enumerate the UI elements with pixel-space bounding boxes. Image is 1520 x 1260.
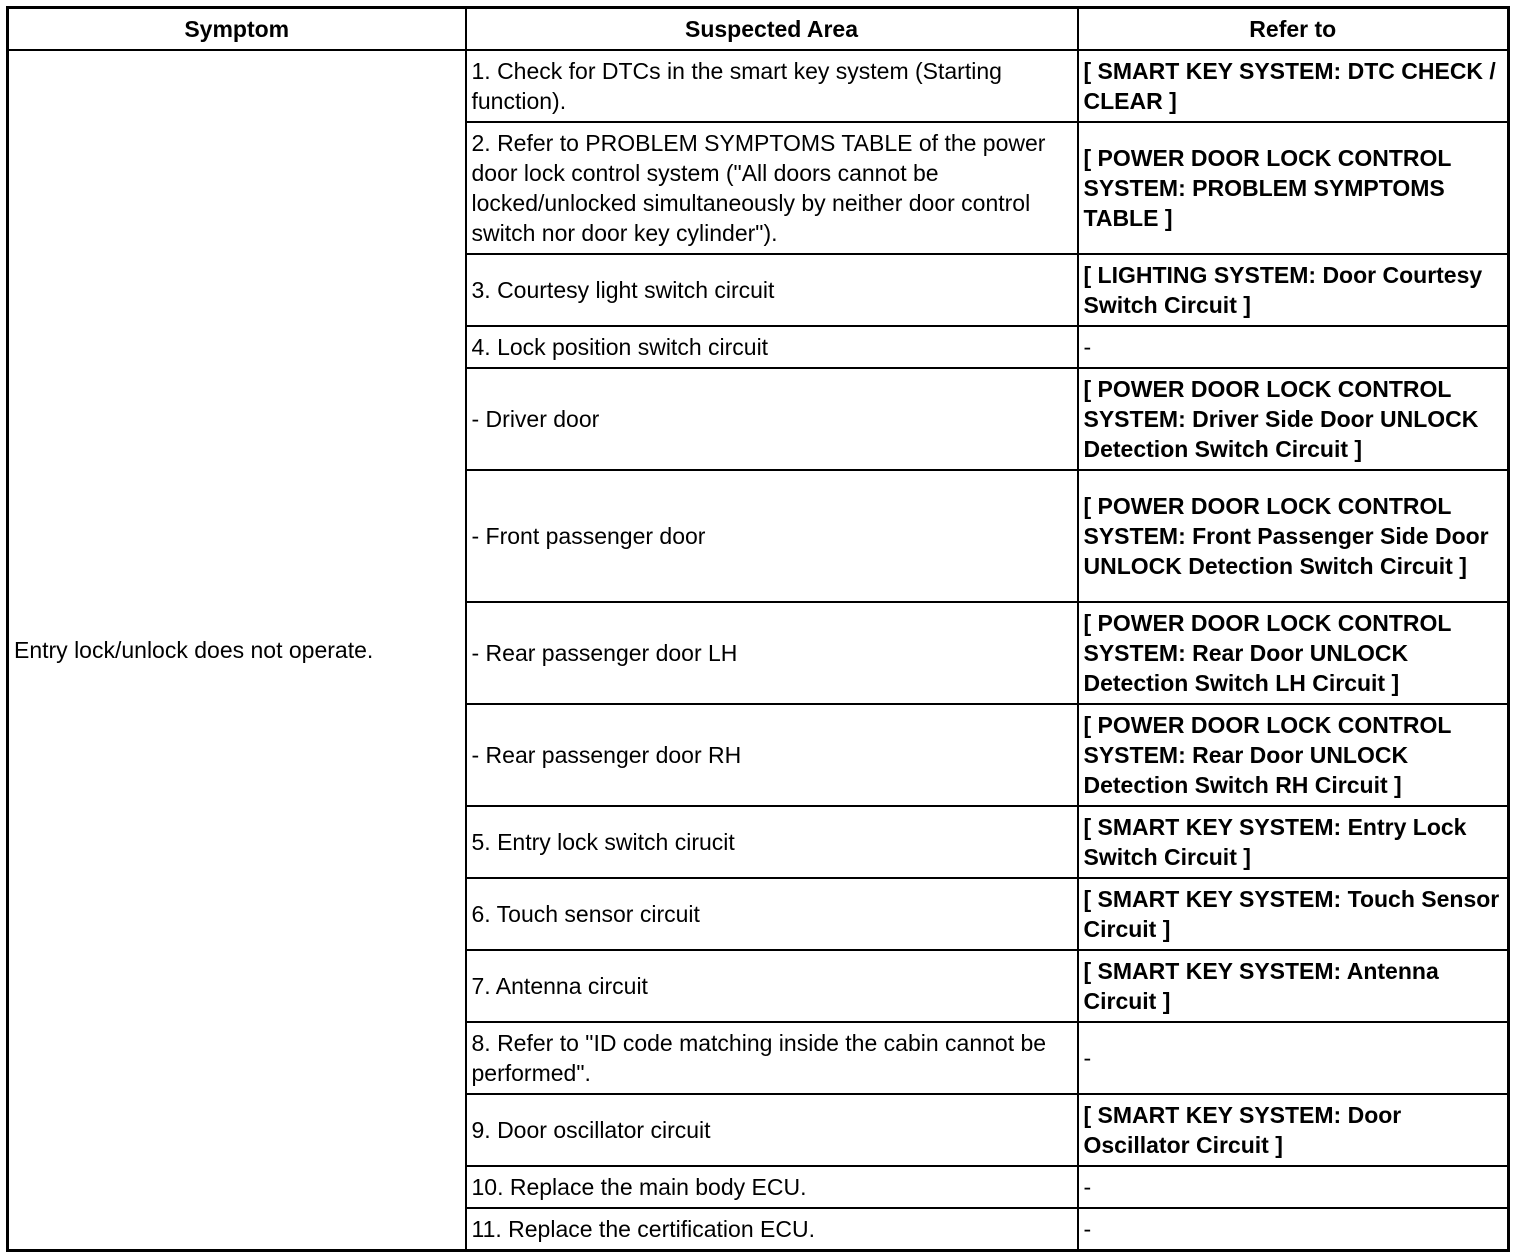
- refer-to-value: -: [1078, 326, 1509, 368]
- refer-to-link[interactable]: [ LIGHTING SYSTEM: Door Courtesy Switch Circuit ]: [1078, 254, 1509, 326]
- table-row: [8, 50, 1509, 122]
- refer-to-link[interactable]: [ POWER DOOR LOCK CONTROL SYSTEM: Rear Door UNLOCK Detection Switch RH Circuit ]: [1078, 704, 1509, 806]
- refer-to-link[interactable]: [ SMART KEY SYSTEM: Entry Lock Switch Circuit ]: [1078, 806, 1509, 878]
- suspected-area-cell: 10. Replace the main body ECU.: [466, 1166, 1078, 1208]
- refer-to-link[interactable]: [ SMART KEY SYSTEM: Antenna Circuit ]: [1078, 950, 1509, 1022]
- suspected-area-cell: 9. Door oscillator circuit: [466, 1094, 1078, 1166]
- suspected-area-cell: 5. Entry lock switch cirucit: [466, 806, 1078, 878]
- refer-to-link[interactable]: [ SMART KEY SYSTEM: DTC CHECK / CLEAR ]: [1078, 50, 1509, 122]
- header-suspected-area: Suspected Area: [466, 8, 1078, 51]
- refer-to-value: -: [1078, 1022, 1509, 1094]
- suspected-area-cell: 11. Replace the certification ECU.: [466, 1208, 1078, 1251]
- suspected-area-cell: - Driver door: [466, 368, 1078, 470]
- refer-to-value: -: [1078, 1208, 1509, 1251]
- refer-to-link[interactable]: [ POWER DOOR LOCK CONTROL SYSTEM: PROBLEM SYMPTOMS TABLE ]: [1078, 122, 1509, 254]
- refer-to-link[interactable]: [ POWER DOOR LOCK CONTROL SYSTEM: Rear Door UNLOCK Detection Switch LH Circuit ]: [1078, 602, 1509, 704]
- refer-to-link[interactable]: [ POWER DOOR LOCK CONTROL SYSTEM: Driver Side Door UNLOCK Detection Switch Circuit ]: [1078, 368, 1509, 470]
- suspected-area-cell: 2. Refer to PROBLEM SYMPTOMS TABLE of the power door lock control system ("All doors cannot be locked/unlocked simultaneously by neither door control switch nor door key cylinder").: [466, 122, 1078, 254]
- refer-to-value: -: [1078, 1166, 1509, 1208]
- suspected-area-cell: 7. Antenna circuit: [466, 950, 1078, 1022]
- refer-to-link[interactable]: [ SMART KEY SYSTEM: Door Oscillator Circuit ]: [1078, 1094, 1509, 1166]
- header-row: [8, 8, 1509, 51]
- suspected-area-cell: 3. Courtesy light switch circuit: [466, 254, 1078, 326]
- refer-to-link[interactable]: [ POWER DOOR LOCK CONTROL SYSTEM: Front Passenger Side Door UNLOCK Detection Switch Circuit ]: [1078, 470, 1509, 602]
- suspected-area-cell: 4. Lock position switch circuit: [466, 326, 1078, 368]
- suspected-area-cell: 1. Check for DTCs in the smart key system (Starting function).: [466, 50, 1078, 122]
- header-symptom: Symptom: [8, 8, 466, 51]
- refer-to-link[interactable]: [ SMART KEY SYSTEM: Touch Sensor Circuit ]: [1078, 878, 1509, 950]
- suspected-area-cell: 6. Touch sensor circuit: [466, 878, 1078, 950]
- suspected-area-cell: 8. Refer to "ID code matching inside the cabin cannot be performed".: [466, 1022, 1078, 1094]
- symptom-cell: Entry lock/unlock does not operate.: [8, 50, 466, 1251]
- problem-symptoms-table: [6, 6, 1510, 1252]
- suspected-area-cell: - Rear passenger door RH: [466, 704, 1078, 806]
- header-refer-to: Refer to: [1078, 8, 1509, 51]
- suspected-area-cell: - Rear passenger door LH: [466, 602, 1078, 704]
- suspected-area-cell: - Front passenger door: [466, 470, 1078, 602]
